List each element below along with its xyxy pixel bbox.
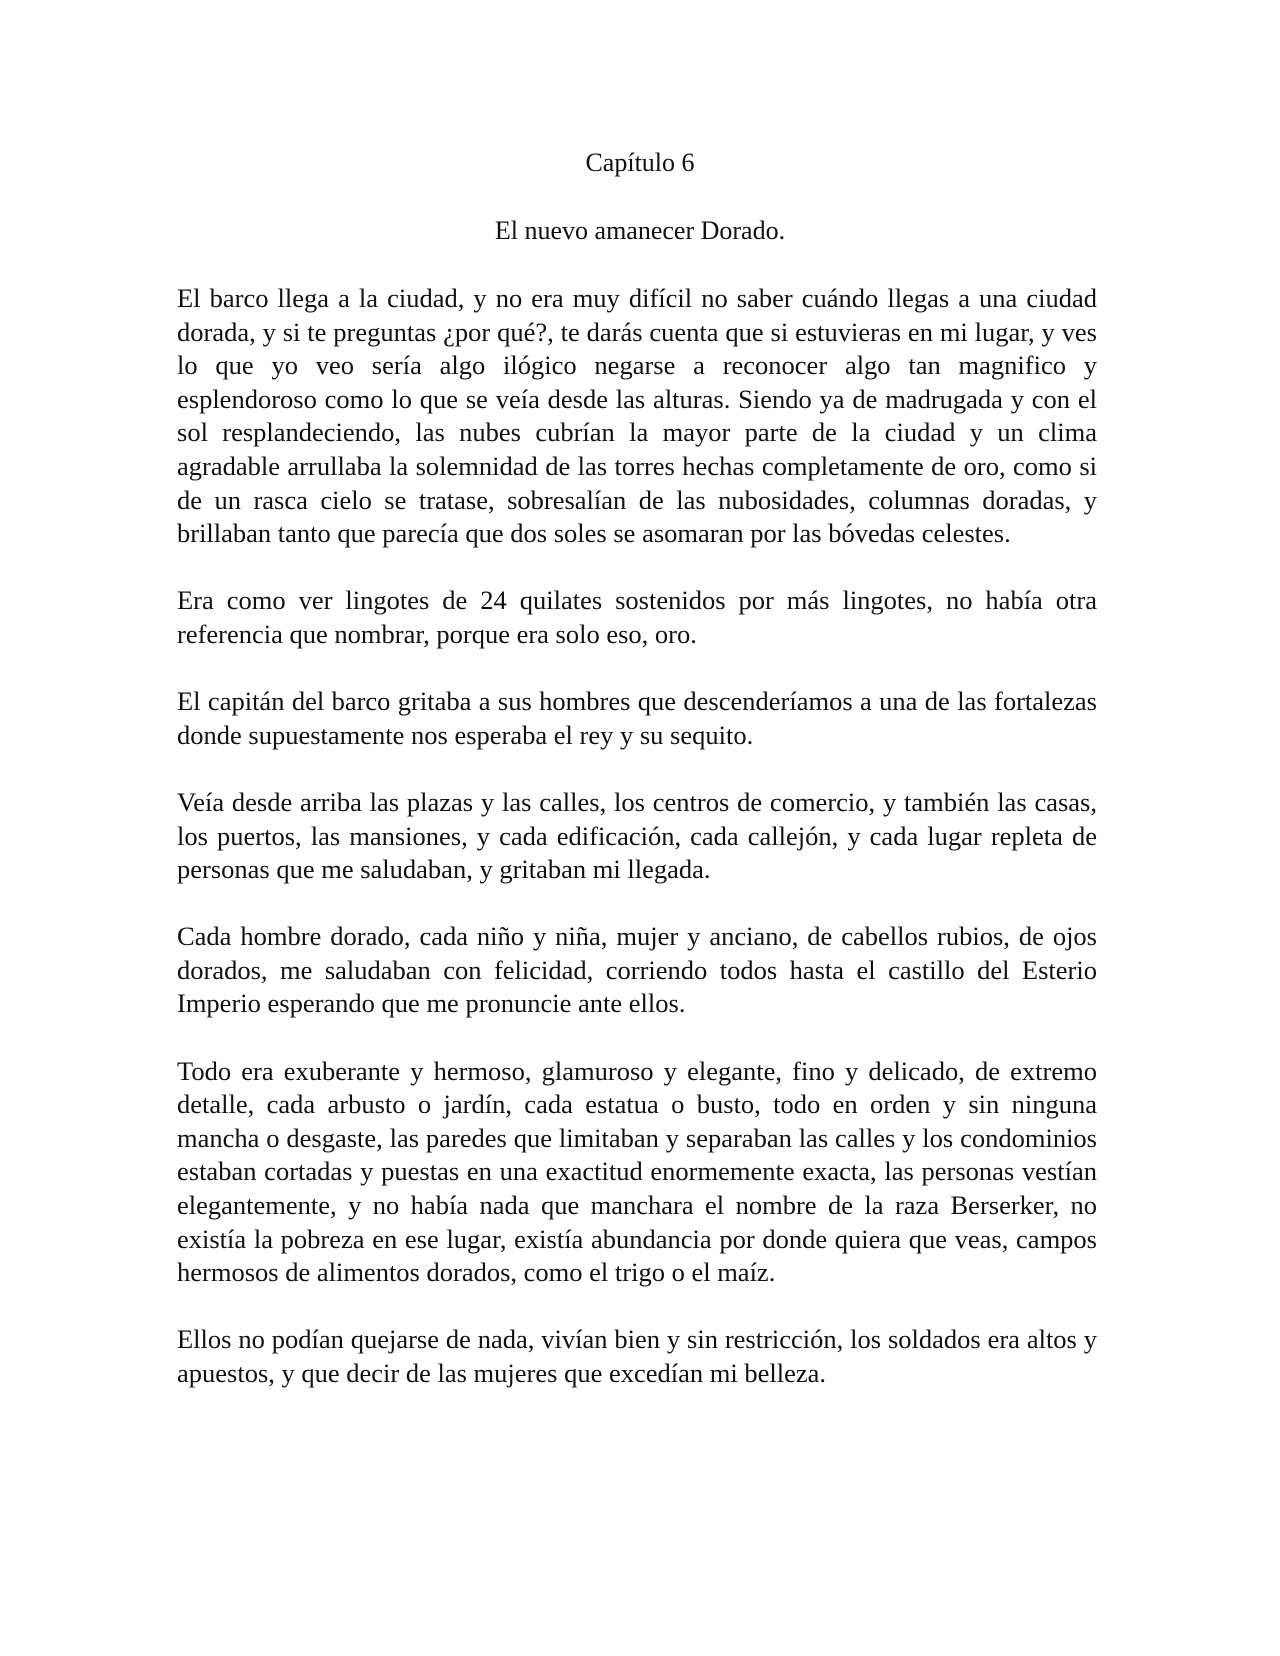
chapter-subtitle: El nuevo amanecer Dorado. — [494, 216, 786, 245]
paragraph: Cada hombre dorado, cada niño y niña, mujer y anciano, de cabellos rubios, de ojos dorados, me saludaban con felicidad, corriendo todos hasta el castillo del Esterio Imperio esperando que me pronuncie ante ellos. — [177, 921, 1097, 1019]
paragraph: Todo era exuberante y hermoso, glamuroso y elegante, fino y delicado, de extremo detalle, cada arbusto o jardín, cada estatua o busto, todo en orden y sin ninguna mancha o desgaste, las paredes que limitaban y separaban las calles y los condominios estaban cortadas y puestas en una exactitud enormemente exacta, las personas vestían elegantemente, y no había nada que manchara el nombre de la raza Berserker, no existía la pobreza en ese lugar, existía abundancia por donde quiera que veas, campos hermosos de alimentos dorados, como el trigo o el maíz. — [177, 1055, 1097, 1288]
paragraph: Veía desde arriba las plazas y las calles, los centros de comercio, y también las casas, los puertos, las mansiones, y cada edificación, cada callejón, y cada lugar repleta de personas que me saludaban, y gritaban mi llegada. — [177, 786, 1097, 885]
chapter-heading: Capítulo 6 — [585, 148, 695, 177]
paragraph: Ellos no podían quejarse de nada, vivían bien y sin restricción, los soldados era altos y apuestos, y que decir de las mujeres que excedían mi belleza. — [177, 1324, 1097, 1388]
paragraph: El capitán del barco gritaba a sus hombres que descenderíamos a una de las fortalezas donde supuestamente nos esperaba el rey y su sequito. — [177, 686, 1097, 750]
paragraph: El barco llega a la ciudad, y no era muy difícil no saber cuándo llegas a una ciudad dorada, y si te preguntas ¿por qué?, te darás cuenta que si estuvieras en mi lugar, y ves lo que yo veo sería algo ilógico negarse a reconocer algo tan magnifico y esplendoroso como lo que se veía desde las alturas. Siendo ya de madrugada y con el sol resplandeciendo, las nubes cubrían la mayor parte de la ciudad y un clima agradable arrullaba la solemnidad de las torres hechas completamente de oro, como si de un rasca cielo se tratase, sobresalían de las nubosidades, columnas doradas, y brillaban tanto que parecía que dos soles se asomaran por las bóvedas celestes. — [177, 283, 1097, 549]
paragraph: Era como ver lingotes de 24 quilates sostenidos por más lingotes, no había otra referencia que nombrar, porque era solo eso, oro. — [177, 585, 1097, 649]
body-text — [177, 282, 1097, 1424]
